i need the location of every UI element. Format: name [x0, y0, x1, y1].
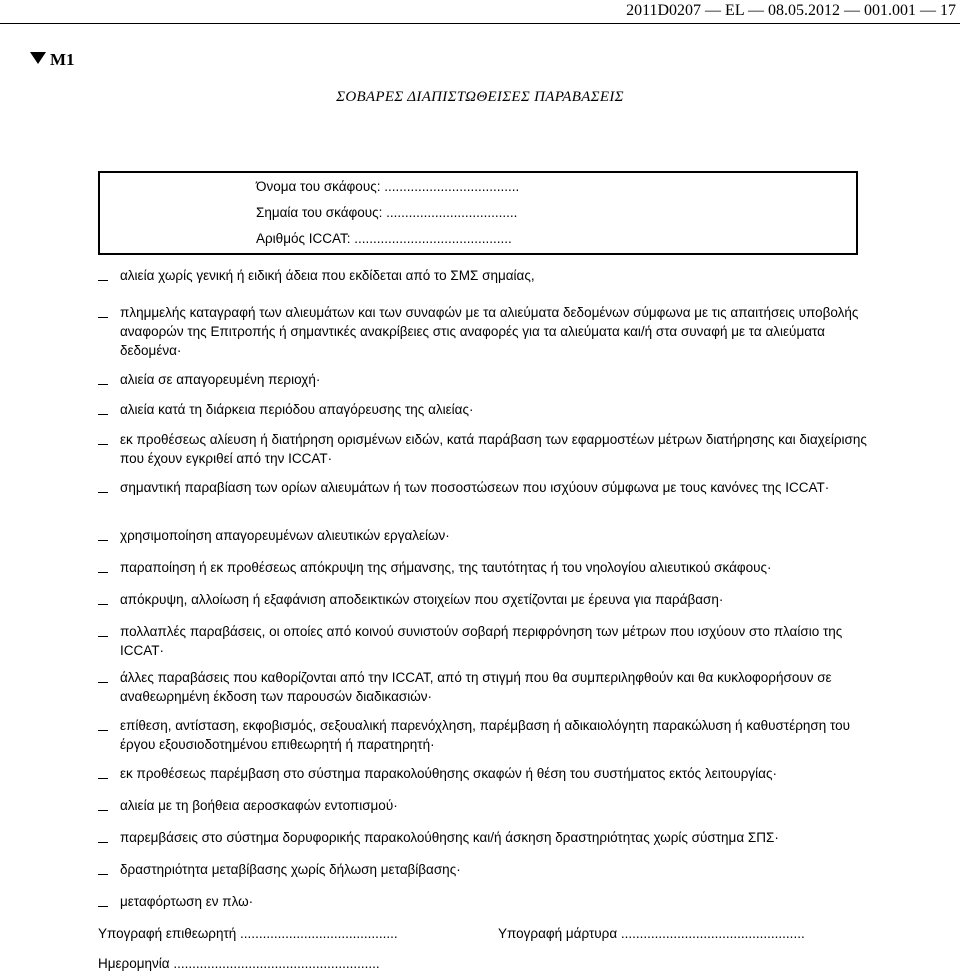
amendment-marker — [30, 50, 75, 70]
infringement-text: επίθεση, αντίσταση, εκφοβισμός, σεξουαλική παρενόχληση, παρέμβαση ή αδικαιολόγητη παρακώλυση ή καθυστέρηση του έργου εξουσιοδοτημένου επιθεωρητή ή παρατηρητή· — [120, 718, 851, 752]
triangle-down-icon — [30, 52, 46, 64]
infringement-text: πολλαπλές παραβάσεις, οι οποίες από κοινού συνιστούν σοβαρή περιφρόνηση των μέτρων που ισχύουν στο πλαίσιο της ICCAT· — [120, 624, 843, 658]
infringement-item — [98, 303, 868, 360]
infringement-text: αλιεία με τη βοήθεια αεροσκαφών εντοπισμού· — [120, 798, 398, 813]
checkbox-marker[interactable] — [98, 778, 108, 779]
infringement-item — [98, 430, 868, 468]
infringement-item — [98, 668, 868, 706]
infringement-text: δραστηριότητα μεταβίβασης χωρίς δήλωση μεταβίβασης· — [120, 862, 461, 877]
infringement-item — [98, 716, 868, 754]
infringement-text: απόκρυψη, αλλοίωση ή εξαφάνιση αποδεικτικών στοιχείων που σχετίζονται με έρευνα για παράβαση· — [120, 592, 724, 607]
date-label: Ημερομηνία ....................................................... — [98, 956, 380, 971]
infringement-text: σημαντική παραβίαση των ορίων αλιευμάτων ή των ποσοστώσεων που ισχύουν σύμφωνα με τους κανόνες της ICCAT· — [120, 480, 830, 495]
infringement-item — [98, 860, 868, 879]
infringement-item — [98, 266, 868, 285]
checkbox-marker[interactable] — [98, 810, 108, 811]
infringement-item — [98, 478, 868, 497]
vessel-name-field[interactable]: Όνομα του σκάφους: .................................... — [256, 179, 520, 194]
infringement-item — [98, 400, 868, 419]
checkbox-marker[interactable] — [98, 572, 108, 573]
infringement-item — [98, 590, 868, 609]
infringement-text: άλλες παραβάσεις που καθορίζονται από την ICCAT, από τη στιγμή που θα συμπεριληφθούν και θα κυκλοφορήσουν σε αναθεωρημένη έκδοση των παρουσών διαδικασιών· — [120, 670, 832, 704]
infringement-text: εκ προθέσεως αλίευση ή διατήρηση ορισμένων ειδών, κατά παράβαση των εφαρμοστέων μέτρων διατήρησης και διαχείρισης που έχουν εγκριθεί από την ICCAT· — [120, 432, 867, 466]
vessel-iccat-field[interactable]: Αριθμός ICCAT: .......................................... — [256, 231, 512, 246]
infringement-item — [98, 764, 868, 783]
infringement-text: παρεμβάσεις στο σύστημα δορυφορικής παρακολούθησης και/ή άσκηση δραστηριότητας χωρίς σύστημα ΣΠΣ· — [120, 830, 779, 845]
amendment-label: M1 — [50, 50, 75, 69]
infringement-item — [98, 622, 868, 660]
checkbox-marker[interactable] — [98, 682, 108, 683]
vessel-info-box — [98, 171, 858, 255]
checkbox-marker[interactable] — [98, 414, 108, 415]
infringement-item — [98, 828, 868, 847]
checkbox-marker[interactable] — [98, 604, 108, 605]
infringement-item — [98, 370, 868, 389]
checkbox-marker[interactable] — [98, 842, 108, 843]
checkbox-marker[interactable] — [98, 317, 108, 318]
infringement-text: αλιεία σε απαγορευμένη περιοχή· — [120, 372, 321, 387]
vessel-flag-field[interactable]: Σημαία του σκάφους: ................................... — [256, 205, 518, 220]
infringement-text: μεταφόρτωση εν πλω· — [120, 894, 254, 909]
infringement-text: εκ προθέσεως παρέμβαση στο σύστημα παρακολούθησης σκαφών ή θέση του συστήματος εκτός λειτουργίας· — [120, 766, 777, 781]
date-field[interactable] — [98, 956, 380, 971]
checkbox-marker[interactable] — [98, 384, 108, 385]
infringement-item — [98, 558, 868, 577]
infringement-item — [98, 526, 868, 545]
infringement-item — [98, 796, 868, 815]
infringement-text: αλιεία χωρίς γενική ή ειδική άδεια που εκδίδεται από το ΣΜΣ σημαίας, — [120, 268, 535, 283]
checkbox-marker[interactable] — [98, 444, 108, 445]
document-reference-header: 2011D0207 — EL — 08.05.2012 — 001.001 — 17 — [0, 0, 960, 24]
checkbox-marker[interactable] — [98, 730, 108, 731]
infringement-item — [98, 892, 868, 911]
checkbox-marker[interactable] — [98, 906, 108, 907]
infringement-text: πλημμελής καταγραφή των αλιευμάτων και των συναφών με τα αλιεύματα δεδομένων σύμφωνα με τις απαιτήσεις υποβολής αναφορών της Επιτροπής ή σημαντικές ανακρίβειες στις αναφορές για τα αλιεύματα και/ή στα συναφή με τα αλιεύματα δεδομένα· — [120, 305, 859, 358]
infringement-text: παραποίηση ή εκ προθέσεως απόκρυψη της σήμανσης, της ταυτότητας ή του νηολογίου αλιευτικού σκάφους· — [120, 560, 772, 575]
checkbox-marker[interactable] — [98, 636, 108, 637]
witness-signature-label: Υπογραφή μάρτυρα ................................................. — [498, 926, 805, 941]
checkbox-marker[interactable] — [98, 874, 108, 875]
infringement-text: αλιεία κατά τη διάρκεια περιόδου απαγόρευσης της αλιείας· — [120, 402, 474, 417]
checkbox-marker[interactable] — [98, 280, 108, 281]
inspector-signature-label: Υπογραφή επιθεωρητή .......................................... — [98, 926, 398, 941]
infringement-text: χρησιμοποίηση απαγορευμένων αλιευτικών εργαλείων· — [120, 528, 450, 543]
checkbox-marker[interactable] — [98, 492, 108, 493]
witness-signature-field[interactable] — [498, 926, 805, 941]
document-title: ΣΟΒΑΡΕΣ ΔΙΑΠΙΣΤΩΘΕΙΣΕΣ ΠΑΡΑΒΑΣΕΙΣ — [336, 89, 624, 105]
checkbox-marker[interactable] — [98, 540, 108, 541]
inspector-signature-field[interactable] — [98, 926, 398, 941]
